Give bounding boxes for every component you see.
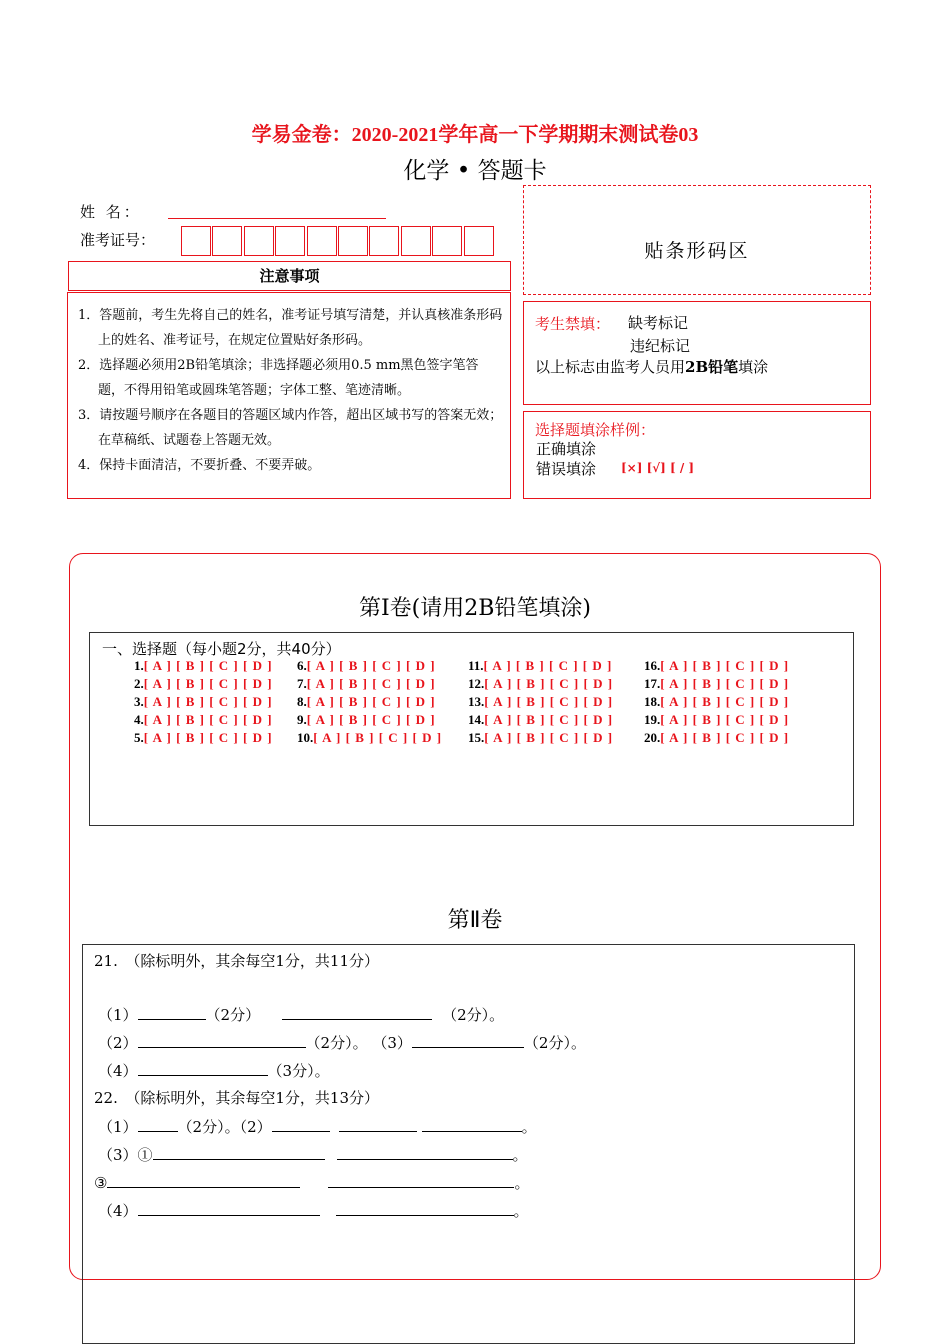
mcq-options[interactable]: [ A ] [ B ] [ C ] [ D ]	[483, 658, 613, 673]
mcq-options[interactable]: [ A ] [ B ] [ C ] [ D ]	[660, 730, 790, 745]
q21-4-label: （4）	[98, 1062, 138, 1080]
notice-box	[67, 292, 511, 499]
forbidden-label: 考生禁填：	[535, 315, 611, 333]
notice-header-box	[68, 261, 511, 291]
answer-blank[interactable]	[138, 1115, 178, 1132]
mcq-question[interactable]	[134, 712, 273, 728]
mcq-number: 11.	[468, 658, 484, 673]
mcq-question[interactable]	[644, 712, 789, 728]
wrong-fill-marks: [×] [√] [ / ]	[621, 461, 695, 475]
mcq-options[interactable]: [ A ] [ B ] [ C ] [ D ]	[143, 658, 273, 673]
mcq-number: 2.	[134, 676, 144, 691]
mcq-number: 6.	[297, 658, 307, 673]
ticket-digit-box[interactable]	[307, 226, 337, 256]
q22-3-end: 。	[512, 1146, 528, 1164]
mcq-number: 7.	[297, 676, 307, 691]
mcq-number: 14.	[468, 712, 485, 727]
notice-item: 1．答题前，考生先将自己的姓名，准考证号填写清楚，并认真核准条形码上的姓名、准考证号，在规定位置贴好条形码。	[78, 308, 503, 348]
mcq-number: 17.	[644, 676, 661, 691]
mcq-number: 16.	[644, 658, 661, 673]
part1-title: 第Ⅰ卷(请用2B铅笔填涂)	[358, 596, 592, 621]
mcq-number: 5.	[134, 730, 144, 745]
mcq-question[interactable]	[644, 730, 789, 746]
mcq-number: 20.	[644, 730, 661, 745]
mcq-question[interactable]	[134, 658, 273, 674]
barcode-label: 贴条形码区	[644, 240, 750, 262]
mcq-options[interactable]: [ A ] [ B ] [ C ] [ D ]	[306, 712, 436, 727]
mcq-question[interactable]	[297, 712, 436, 728]
ticket-digit-box[interactable]	[432, 226, 462, 256]
mcq-number: 18.	[644, 694, 661, 709]
mcq-number: 13.	[468, 694, 485, 709]
answer-blank[interactable]	[107, 1171, 300, 1188]
ticket-digit-box[interactable]	[464, 226, 494, 256]
ticket-digit-box[interactable]	[244, 226, 274, 256]
sample-label: 选择题填涂样例：	[535, 421, 656, 439]
ticket-number-label: 准考证号：	[80, 231, 156, 249]
ticket-digit-box[interactable]	[338, 226, 368, 256]
forbidden-box	[523, 301, 871, 405]
ticket-digit-box[interactable]	[369, 226, 399, 256]
answer-blank[interactable]	[328, 1171, 514, 1188]
mcq-options[interactable]: [ A ] [ B ] [ C ] [ D ]	[306, 658, 436, 673]
q22-line1	[98, 1115, 537, 1137]
notice-list	[76, 303, 504, 478]
q21-1-label: （1）	[98, 1006, 138, 1024]
mcq-question[interactable]	[297, 676, 436, 692]
answer-blank[interactable]	[422, 1115, 522, 1132]
mcq-number: 3.	[134, 694, 144, 709]
q22-heading: 22. （除标明外，其余每空1分，共13分）	[94, 1089, 379, 1107]
mcq-question[interactable]	[468, 676, 613, 692]
forbidden-note-bold: 2B铅笔	[685, 358, 739, 376]
q22-3-label: （3）①	[98, 1146, 153, 1164]
forbidden-note-suffix: 填涂	[738, 358, 769, 376]
q22-4-label: （4）	[98, 1202, 138, 1220]
q22-3b-label: ③	[94, 1174, 108, 1192]
forbidden-note	[535, 356, 768, 378]
q21-line1	[98, 1003, 504, 1025]
part2-title: 第Ⅱ卷	[447, 908, 503, 933]
mcq-question[interactable]	[644, 658, 789, 674]
answer-blank[interactable]	[153, 1143, 325, 1160]
violation-mark-label: 违纪标记	[630, 337, 691, 355]
mcq-options[interactable]: [ A ] [ B ] [ C ] [ D ]	[313, 730, 443, 745]
absent-mark-label: 缺考标记	[628, 314, 689, 332]
ticket-digit-box[interactable]	[181, 226, 211, 256]
q21-line3	[98, 1059, 330, 1081]
q22-1-label: （1）	[98, 1118, 138, 1136]
mcq-question[interactable]	[297, 694, 436, 710]
mcq-question[interactable]	[644, 694, 789, 710]
answer-blank[interactable]	[138, 1199, 320, 1216]
notice-heading: 注意事项	[259, 267, 320, 285]
answer-blank[interactable]	[339, 1115, 417, 1132]
mcq-options[interactable]: [ A ] [ B ] [ C ] [ D ]	[143, 676, 273, 691]
ticket-digit-box[interactable]	[275, 226, 305, 256]
mcq-question[interactable]	[468, 712, 613, 728]
mcq-question[interactable]	[134, 730, 273, 746]
mcq-question[interactable]	[297, 658, 436, 674]
mcq-options[interactable]: [ A ] [ B ] [ C ] [ D ]	[143, 730, 273, 745]
q21-4-score: （3分）。	[267, 1062, 330, 1080]
mcq-options[interactable]: [ A ] [ B ] [ C ] [ D ]	[484, 712, 614, 727]
answer-blank[interactable]	[337, 1143, 513, 1160]
mcq-options[interactable]: [ A ] [ B ] [ C ] [ D ]	[660, 694, 790, 709]
q21-1-score: （2分）	[205, 1006, 261, 1024]
answer-blank[interactable]	[412, 1031, 524, 1048]
correct-fill-label: 正确填涂	[536, 440, 597, 458]
mcq-question[interactable]	[468, 730, 613, 746]
mcq-number: 10.	[297, 730, 314, 745]
mcq-number: 8.	[297, 694, 307, 709]
q21-line2	[98, 1031, 586, 1053]
mcq-options[interactable]: [ A ] [ B ] [ C ] [ D ]	[484, 676, 614, 691]
q22-2-label: （2分）。（2）	[177, 1118, 272, 1136]
mcq-number: 9.	[297, 712, 307, 727]
name-field[interactable]	[168, 218, 386, 219]
mcq-options[interactable]: [ A ] [ B ] [ C ] [ D ]	[306, 694, 436, 709]
notice-item: 3．请按题号顺序在各题目的答题区域内作答，超出区域书写的答案无效；在草稿纸、试题卷上答题无效。	[78, 408, 503, 448]
mcq-options[interactable]: [ A ] [ B ] [ C ] [ D ]	[484, 730, 614, 745]
mcq-options[interactable]: [ A ] [ B ] [ C ] [ D ]	[660, 676, 790, 691]
q21-heading: 21. （除标明外，其余每空1分，共11分）	[94, 952, 379, 970]
mcq-question[interactable]	[134, 694, 273, 710]
q21-3-score: （2分）。	[523, 1034, 586, 1052]
mcq-number: 12.	[468, 676, 485, 691]
name-label: 姓 名：	[80, 203, 142, 221]
sample-box	[523, 411, 871, 499]
answer-blank[interactable]	[272, 1115, 330, 1132]
mcq-options[interactable]: [ A ] [ B ] [ C ] [ D ]	[660, 712, 790, 727]
q22-3b-end: 。	[514, 1174, 530, 1192]
q21-2-label: （2）	[98, 1034, 138, 1052]
forbidden-note-text: 以上标志由监考人员用	[535, 358, 686, 376]
mcq-options[interactable]: [ A ] [ B ] [ C ] [ D ]	[143, 712, 273, 727]
ticket-number-boxes[interactable]	[181, 226, 495, 256]
mcq-question[interactable]	[297, 730, 442, 746]
q22-1-end: 。	[521, 1118, 537, 1136]
mcq-options[interactable]: [ A ] [ B ] [ C ] [ D ]	[306, 676, 436, 691]
mcq-number: 15.	[468, 730, 485, 745]
mcq-number: 4.	[134, 712, 144, 727]
mcq-question[interactable]	[468, 694, 613, 710]
mcq-question[interactable]	[468, 658, 612, 674]
wrong-fill-label: 错误填涂	[536, 460, 597, 478]
mcq-question[interactable]	[644, 676, 789, 692]
exam-title: 学易金卷：2020-2021学年高一下学期期末测试卷03	[251, 124, 699, 146]
q21-3-label: （2分）。 （3）	[305, 1034, 412, 1052]
q22-line3	[94, 1171, 529, 1193]
card-subtitle: 化学 • 答题卡	[403, 158, 547, 184]
mcq-number: 1.	[134, 658, 144, 673]
mcq-options[interactable]: [ A ] [ B ] [ C ] [ D ]	[660, 658, 790, 673]
mcq-question[interactable]	[134, 676, 273, 692]
q21-1-score2: （2分）。	[442, 1006, 505, 1024]
q22-line2	[98, 1143, 528, 1165]
barcode-area	[523, 185, 871, 295]
notice-item: 4．保持卡面清洁，不要折叠、不要弄破。	[78, 458, 321, 473]
answer-blank[interactable]	[336, 1199, 514, 1216]
answer-blank[interactable]	[138, 1003, 206, 1020]
q22-line4	[98, 1199, 529, 1221]
mcq-options[interactable]: [ A ] [ B ] [ C ] [ D ]	[484, 694, 614, 709]
answer-blank[interactable]	[282, 1003, 432, 1020]
notice-item: 2．选择题必须用2B铅笔填涂；非选择题必须用0.5 mm黑色签字笔答题，不得用铅笔或圆珠笔答题；字体工整、笔迹清晰。	[78, 358, 479, 398]
mcq-options[interactable]: [ A ] [ B ] [ C ] [ D ]	[143, 694, 273, 709]
answer-blank[interactable]	[138, 1059, 268, 1076]
mcq-heading: 一、选择题（每小题2分，共40分）	[102, 640, 341, 658]
q22-4-end: 。	[513, 1202, 529, 1220]
mcq-number: 19.	[644, 712, 661, 727]
ticket-digit-box[interactable]	[401, 226, 431, 256]
answer-blank[interactable]	[138, 1031, 306, 1048]
ticket-digit-box[interactable]	[212, 226, 242, 256]
